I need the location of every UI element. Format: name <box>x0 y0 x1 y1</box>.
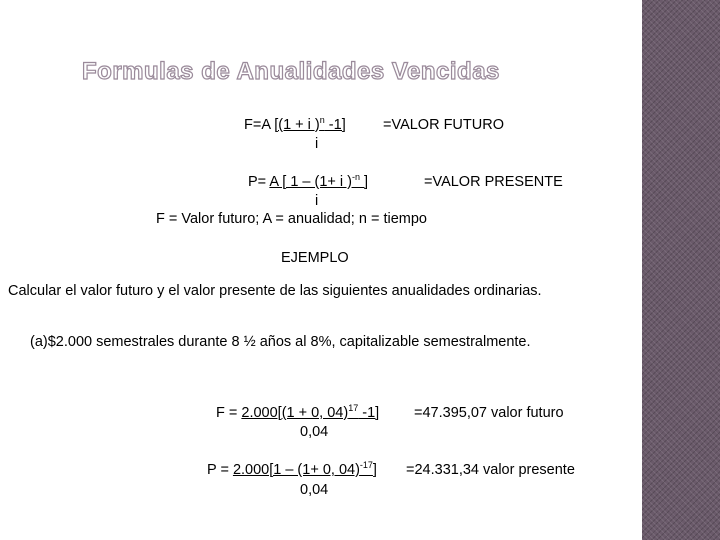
calc-f-numerator: 2.000[(1 + 0, 04)$^{17}$ -1] <box>241 403 380 421</box>
calc-f-result: =47.395,07 valor futuro <box>414 405 564 421</box>
formula-f-label: =VALOR FUTURO <box>383 117 504 133</box>
formula-p-lhs: P= <box>248 174 270 190</box>
formula-p-label: =VALOR PRESENTE <box>424 174 563 190</box>
formula-f-lhs: F=A <box>244 117 275 133</box>
example-heading: EJEMPLO <box>281 250 349 266</box>
formula-f-denominator: i <box>315 136 319 152</box>
calc-p-numerator: 2.000[1 – (1+ 0, 04)$^{-17}$] <box>232 460 377 478</box>
calc-present-value <box>207 462 377 479</box>
formula-p-numerator: A [ 1 – (1+ i )$^{-n}$ ] <box>269 172 369 190</box>
calc-p-denominator: 0,04 <box>300 482 329 498</box>
formula-future-value <box>244 117 346 134</box>
calc-p-lhs: P = <box>207 462 233 478</box>
formula-present-value <box>248 174 368 191</box>
calc-p-result: =24.331,34 valor presente <box>406 462 575 478</box>
variables-legend: F = Valor futuro; A = anualidad; n = tiempo <box>156 211 427 227</box>
calc-future-value <box>216 405 379 422</box>
formula-f-numerator: [(1 + i )$^n$ -1] <box>274 115 346 133</box>
problem-statement: Calcular el valor futuro y el valor presente de las siguientes anualidades ordinarias. <box>8 283 542 299</box>
decorative-sidebar <box>642 0 720 540</box>
item-a: (a)$2.000 semestrales durante 8 ½ años al 8%, capitalizable semestralmente. <box>30 334 531 350</box>
calc-f-denominator: 0,04 <box>300 424 329 440</box>
slide-title: Formulas de Anualidades Vencidas <box>82 58 500 85</box>
formula-p-denominator: i <box>315 193 319 209</box>
calc-f-lhs: F = <box>216 405 242 421</box>
